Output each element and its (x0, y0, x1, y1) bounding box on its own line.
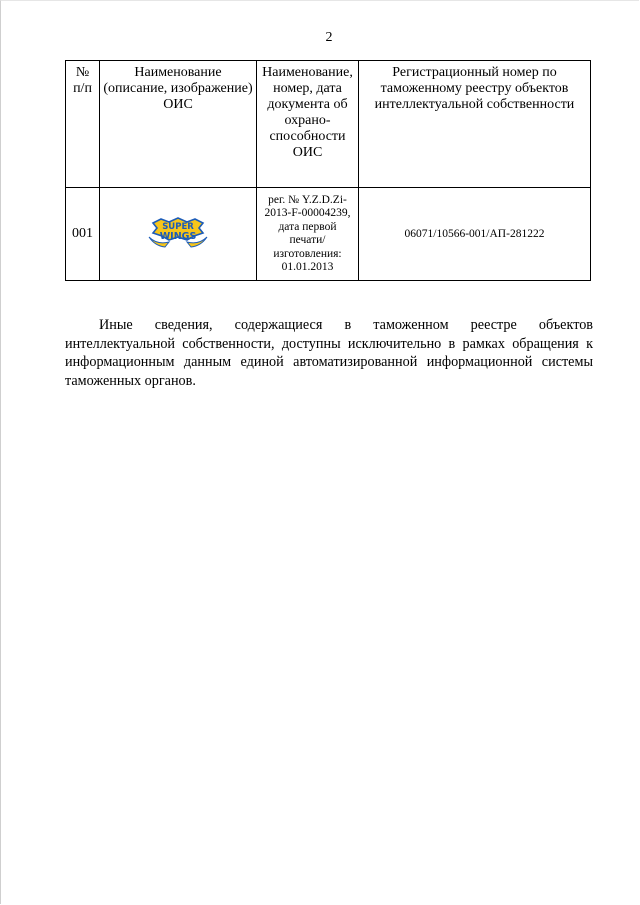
page-number: 2 (325, 30, 333, 45)
header-name: Наименование (описание, изображение) ОИС (100, 61, 257, 188)
row-number: 001 (66, 188, 100, 281)
header-number: № п/п (66, 61, 100, 188)
logo-text-super: SUPER (162, 221, 194, 232)
row-reg-number: 06071/10566-001/АП-281222 (359, 188, 591, 281)
note-paragraph: Иные сведения, содержащиеся в таможенном реестре объектов интеллектуальной собственности, доступны исключительно в рамках обращения к информационным данным единой автоматизированной информационной системы таможенных органов. (65, 317, 593, 389)
super-wings-logo-image (147, 215, 209, 249)
table-header-row (66, 61, 591, 188)
logo-text-wings: WINGS (159, 230, 197, 242)
registry-table (65, 60, 591, 281)
row-document: рег. № Y.Z.D.Zi-2013-F-00004239, дата первой печати/ изготовления: 01.01.2013 (257, 188, 359, 281)
header-document: Наименование, номер, дата документа об охрано-способности ОИС (257, 61, 359, 188)
header-reg-number: Регистрационный номер по таможенному реестру объектов интеллектуальной собственности (359, 61, 591, 188)
table-row (66, 188, 591, 281)
super-wings-logo (147, 215, 209, 254)
row-logo-cell (100, 188, 257, 281)
